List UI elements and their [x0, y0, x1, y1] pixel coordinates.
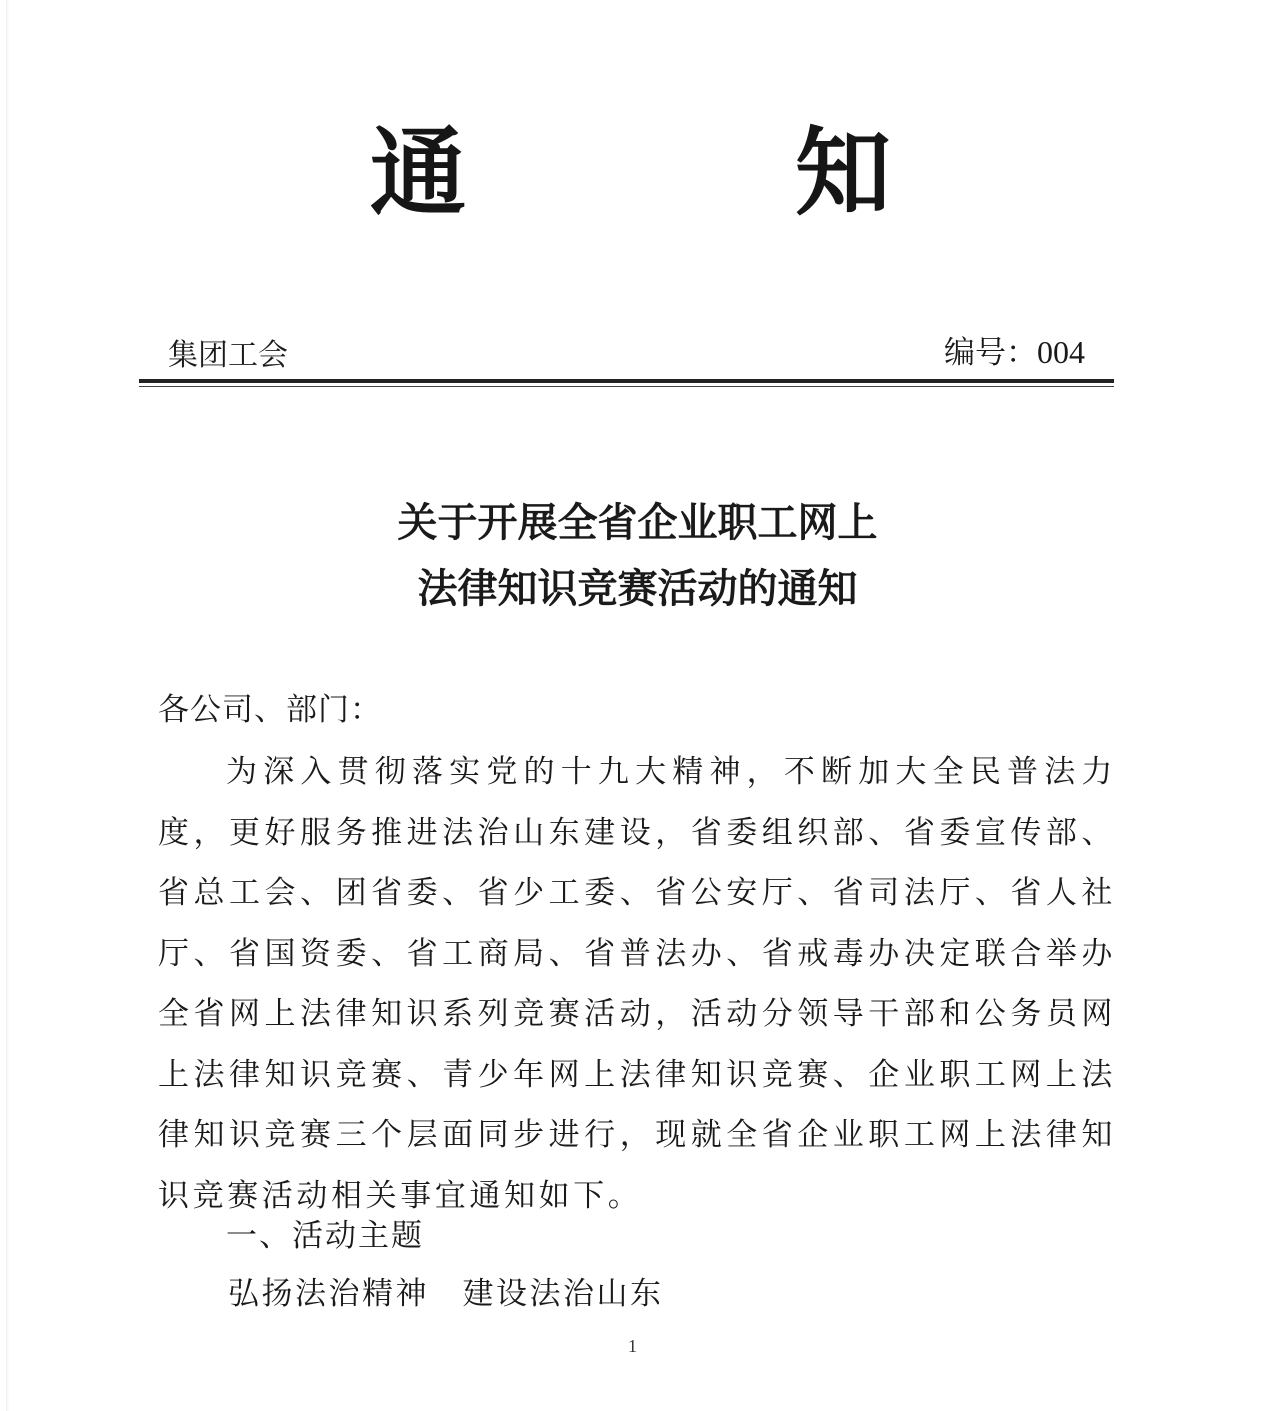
- masthead-char-1: 通: [370, 116, 466, 229]
- page-number: 1: [628, 1336, 637, 1356]
- salutation: 各公司、部门：: [158, 692, 382, 728]
- title-line-2: 法律知识竞赛活动的通知: [417, 565, 858, 612]
- title-line-1: 关于开展全省企业职工网上: [397, 499, 878, 546]
- document-title: [0, 490, 1275, 622]
- masthead: [370, 118, 890, 228]
- document-number-value: 004: [1037, 334, 1085, 370]
- body-paragraph-1: 为深入贯彻落实党的十九大精神，不断加大全民普法力度，更好服务推进法治山东建设，省委组织部、省委宣传部、省总工会、团省委、省少工委、省公安厅、省司法厅、省人社厅、省国资委、省工商局、省普法办、省戒毒办决定联合举办全省网上法律知识系列竞赛活动，活动分领导干部和公务员网上法律知识竞赛、青少年网上法律知识竞赛、企业职工网上法律知识竞赛三个层面同步进行，现就全省企业职工网上法律知识竞赛活动相关事宜通知如下。: [158, 754, 1116, 1214]
- header-rule-thick: [139, 379, 1114, 383]
- masthead-char-2: 知: [795, 116, 891, 229]
- scan-edge-shadow: [6, 0, 9, 1411]
- header-rule-thin: [139, 386, 1114, 387]
- activity-theme: 弘扬法治精神 建设法治山东: [228, 1276, 664, 1312]
- section-1-heading: 一、活动主题: [226, 1218, 424, 1254]
- document-number: [944, 330, 1085, 375]
- document-number-label: 编号：: [944, 335, 1037, 371]
- issuer-name: 集团工会: [168, 338, 288, 373]
